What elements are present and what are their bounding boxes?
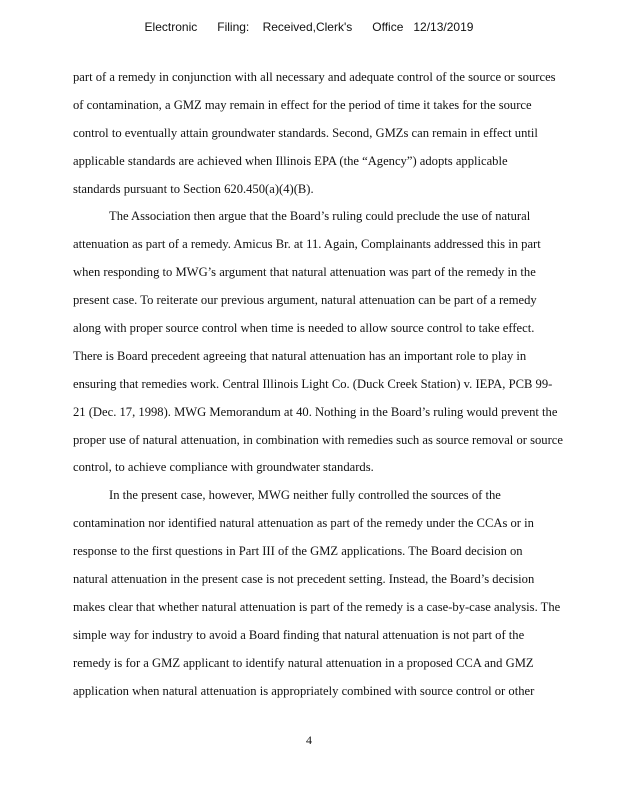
body-line: control, to achieve compliance with groundwater standards.: [73, 460, 374, 475]
body-line: response to the first questions in Part III of the GMZ applications. The Board decision on: [73, 544, 523, 559]
body-line: present case. To reiterate our previous argument, natural attenuation can be part of a remedy: [73, 293, 537, 308]
body-line: applicable standards are achieved when Illinois EPA (the “Agency”) adopts applicable: [73, 153, 508, 168]
body-line: 21 (Dec. 17, 1998). MWG Memorandum at 40. Nothing in the Board’s ruling would prevent the: [73, 404, 558, 419]
brief-body-text: [73, 68, 618, 709]
page-number: 4: [306, 733, 312, 747]
body-line: simple way for industry to avoid a Board finding that natural attenuation is not part of the: [73, 627, 525, 642]
body-line: when responding to MWG’s argument that natural attenuation was part of the remedy in the: [73, 265, 536, 280]
body-line: application when natural attenuation is appropriately combined with source control or other: [73, 683, 535, 698]
body-line: of contamination, a GMZ may remain in effect for the period of time it takes for the source: [73, 97, 532, 112]
body-line: control to eventually attain groundwater standards. Second, GMZs can remain in effect until: [73, 125, 538, 140]
body-line: along with proper source control when time is needed to allow source control to take effect.: [73, 321, 535, 336]
body-line: standards pursuant to Section 620.450(a)(4)(B).: [73, 181, 314, 196]
body-line: part of a remedy in conjunction with all necessary and adequate control of the source or sources: [73, 70, 556, 84]
paragraph-first-line: In the present case, however, MWG neither fully controlled the sources of the: [109, 488, 501, 503]
body-line: natural attenuation in the present case is not precedent setting. Instead, the Board’s decision: [73, 572, 535, 587]
body-line: makes clear that whether natural attenuation is part of the remedy is a case-by-case analysis. The: [73, 599, 561, 614]
body-line: contamination nor identified natural attenuation as part of the remedy under the CCAs or in: [73, 516, 534, 531]
body-line: There is Board precedent agreeing that natural attenuation has an important role to play in: [73, 348, 527, 363]
paragraph-first-line: The Association then argue that the Board’s ruling could preclude the use of natural: [109, 209, 531, 224]
body-line: remedy is for a GMZ applicant to identify natural attenuation in a proposed CCA and GMZ: [73, 655, 534, 670]
filing-stamp-header: Electronic Filing: Received,Clerk's Office 12/13/2019: [144, 20, 474, 34]
body-line: ensuring that remedies work. Central Illinois Light Co. (Duck Creek Station) v. IEPA, PCB 99-: [73, 376, 553, 391]
body-line: proper use of natural attenuation, in combination with remedies such as source removal or source: [73, 432, 563, 447]
body-line: attenuation as part of a remedy. Amicus Br. at 11. Again, Complainants addressed this in part: [73, 237, 541, 252]
